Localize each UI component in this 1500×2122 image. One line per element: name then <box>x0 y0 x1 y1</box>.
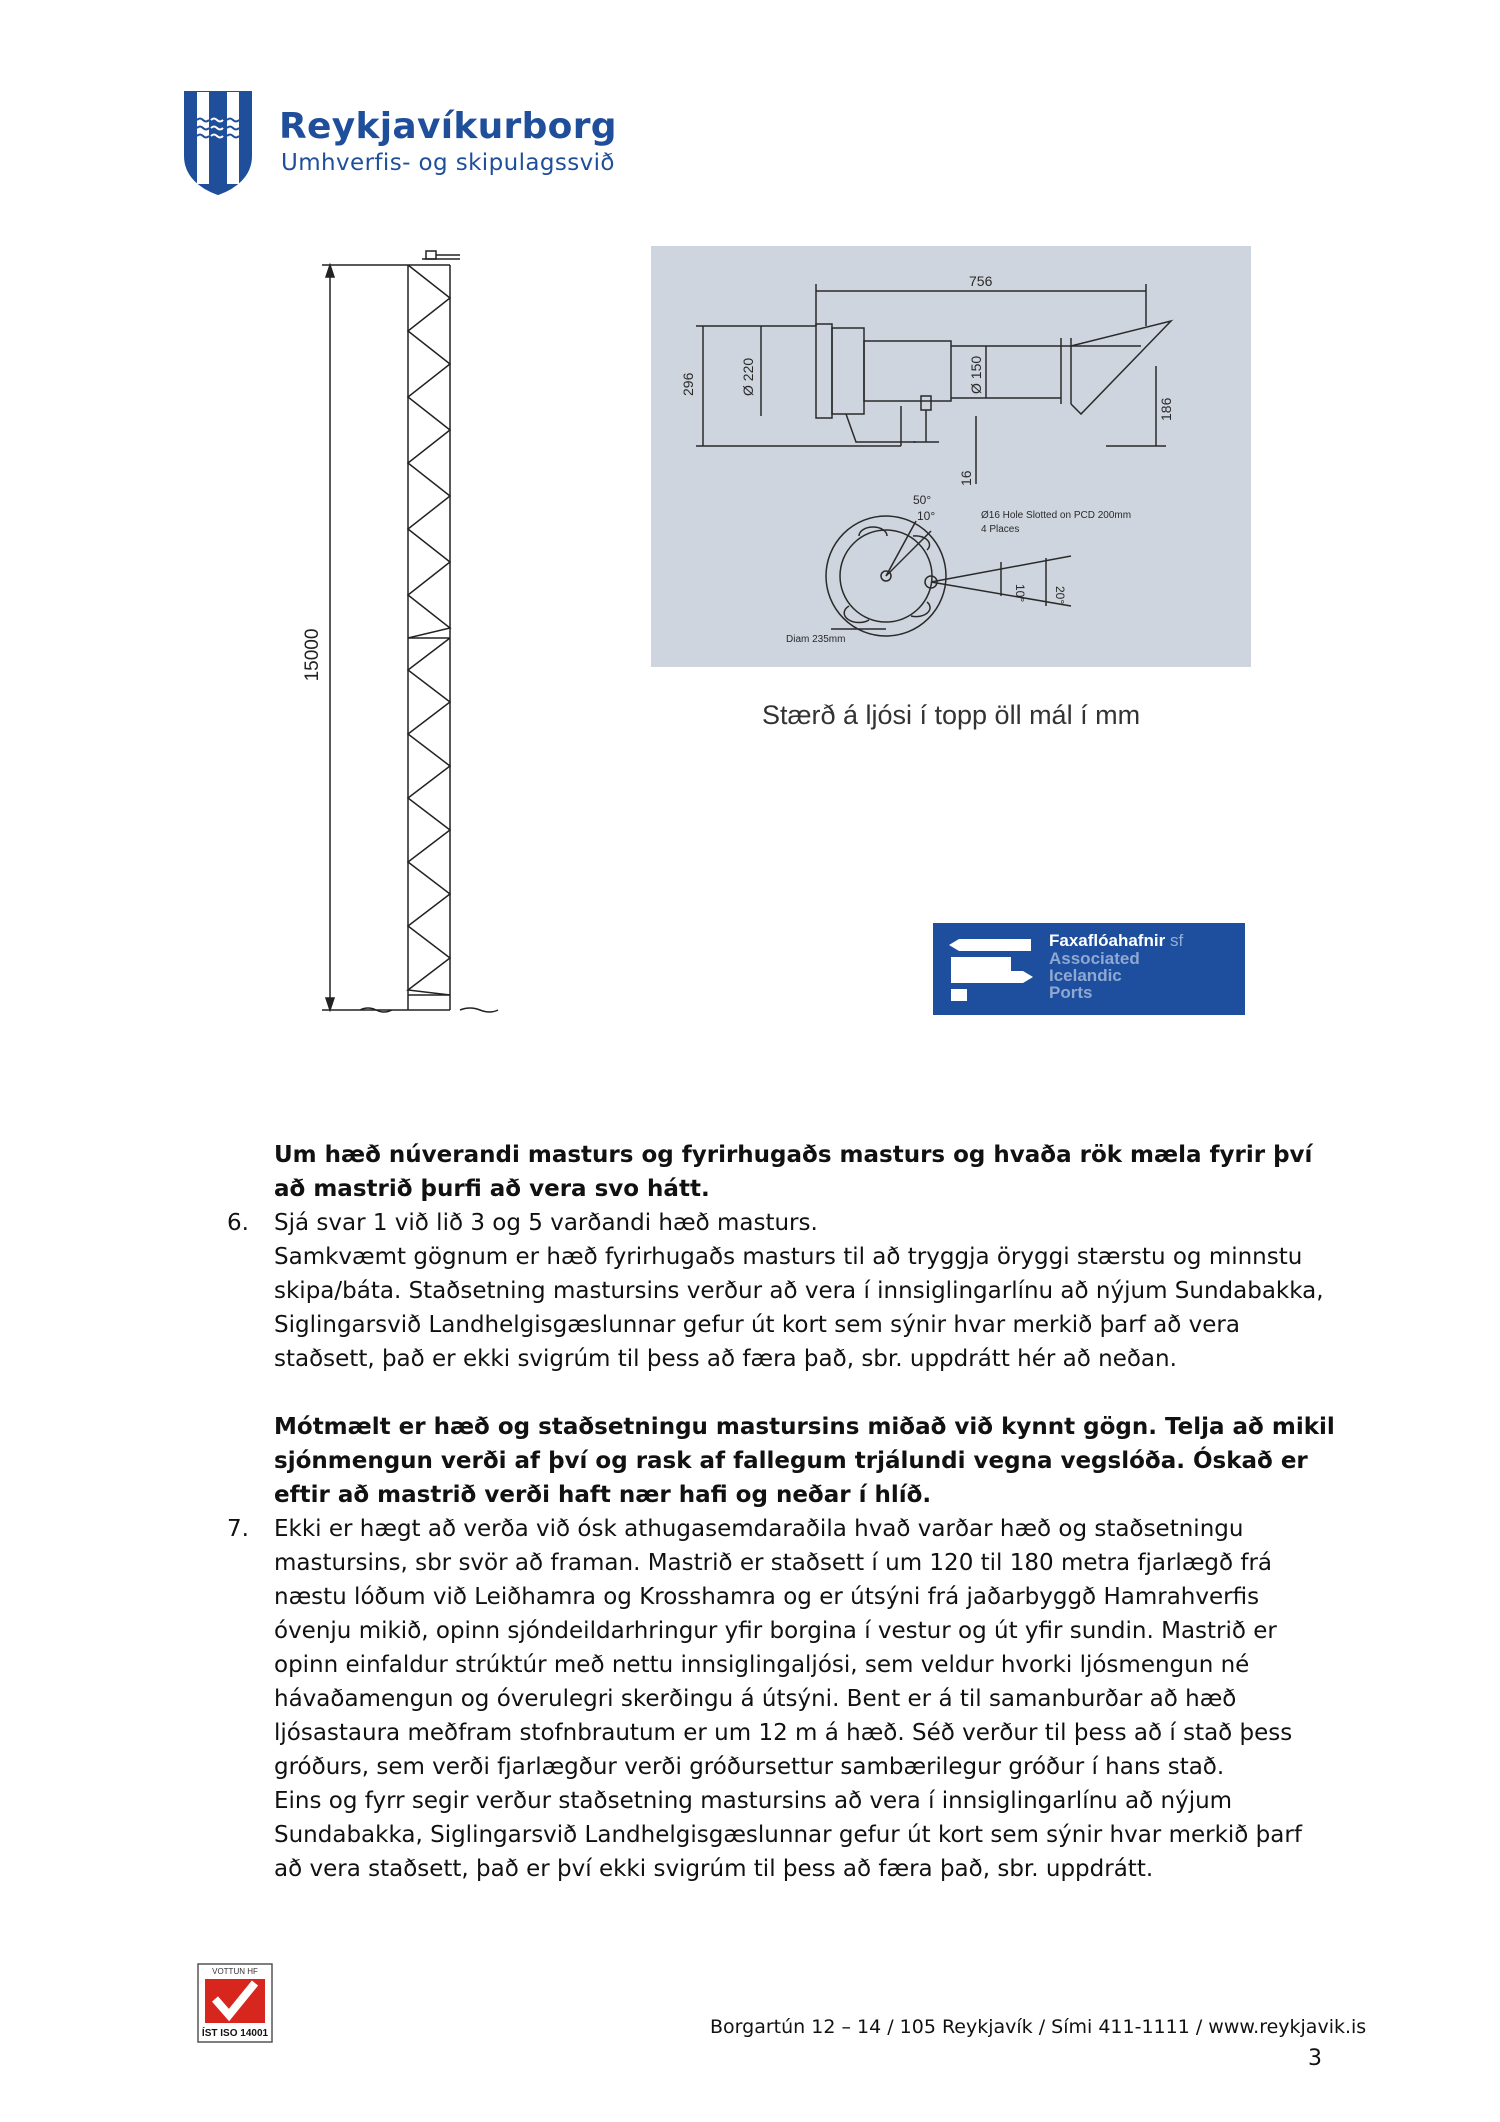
mast-drawing <box>300 245 530 1035</box>
iso-bottom-text: ÍST ISO 14001 <box>201 2028 269 2039</box>
partner-line-3: Ports <box>1049 983 1093 1002</box>
hole-note: Ø16 Hole Slotted on PCD 200mm <box>981 510 1132 521</box>
department-name: Umhverfis- og skipulagssvið <box>281 150 615 176</box>
document-body <box>227 1138 1337 1886</box>
diam-note: Diam 235mm <box>786 634 846 645</box>
item-6-number: 6. <box>227 1210 249 1236</box>
question-7-heading: Mótmælt er hæð og staðsetningu mastursins miðað við kynnt gögn. Telja að mikil sjónmengun verði af því og rask af fallegum trjálundi vegna vegslóða. Óskað er eftir að mastrið verði haft nær hafi og neðar í hlíð. <box>274 1414 1335 1508</box>
page-number: 3 <box>1308 2046 1322 2071</box>
question-6-heading: Um hæð núverandi masturs og fyrirhugaðs masturs og hvaða rök mæla fyrir því að mastrið þurfi að vera svo hátt. <box>274 1142 1313 1202</box>
iso-certification-badge <box>197 1963 273 2043</box>
signpost-icon <box>947 935 1037 1005</box>
places-note: 4 Places <box>981 524 1020 535</box>
mast-height-label: 15000 <box>302 628 323 682</box>
dim-right: 186 <box>1158 397 1174 421</box>
dim-height: 296 <box>680 372 696 396</box>
header-logo <box>183 90 623 200</box>
iso-top-text: VOTTUN HF <box>212 1967 258 1976</box>
paragraph-gap <box>227 1376 1337 1410</box>
org-name: Reykjavíkurborg <box>279 106 617 147</box>
dim-diameter-tube: Ø 150 <box>968 355 984 394</box>
lamp-caption: Stærð á ljósi í topp öll mál í mm <box>761 700 1141 730</box>
angle-c: 10° <box>1013 584 1027 603</box>
item-6 <box>227 1206 1337 1376</box>
footer-address: Borgartún 12 – 14 / 105 Reykjavík / Sími 411-1111 / www.reykjavik.is <box>710 2016 1367 2038</box>
item-7-body: Ekki er hægt að verða við ósk athugasemdaraðila hvað varðar hæð og staðsetningu mastursins, sbr svör að framan. Mastrið er staðsett í um 120 til 180 metra fjarlægð frá næstu lóðum við Leiðhamra og Krosshamra og er útsýni frá jaðarbyggð Hamrahverfis óvenju mikið, opinn sjóndeildarhringur yfir borgina í vestur og út yfir sundin. Mastrið er opinn einfaldur strúktúr með nettu innsiglingaljósi, sem veldur hvorki ljósmengun né hávaðamengun og óverulegri skerðingu á útsýni. Bent er á til samanburðar að hæð ljósastaura meðfram stofnbrautum er um 12 m á hæð. Séð verður til þess að í stað þess gróðurs, sem verði fjarlægður verði gróðursettur sambærilegur gróður í hans stað. <box>274 1516 1293 1780</box>
dim-diameter-body: Ø 220 <box>740 357 756 396</box>
partner-line-1: Associated <box>1049 949 1140 968</box>
partner-name: Faxaflóahafnir sf <box>1049 931 1184 950</box>
item-6-body: Samkvæmt gögnum er hæð fyrirhugaðs masturs til að tryggja öryggi stærstu og minnstu skipa/báta. Staðsetning mastursins verður að vera í innsiglingarlínu að nýjum Sundabakka, Siglingarsvið Landhelgisgæslunnar gefur út kort sem sýnir hvar merkið þarf að vera staðsett, það er ekki svigrúm til þess að færa það, sbr. uppdrátt hér að neðan. <box>274 1244 1324 1372</box>
iso-check-icon <box>197 1963 273 2043</box>
angle-b: 10° <box>917 509 936 523</box>
item-6-first-line: Sjá svar 1 við lið 3 og 5 varðandi hæð masturs. <box>274 1210 818 1236</box>
item-7 <box>227 1512 1337 1886</box>
partner-logo <box>933 923 1245 1015</box>
item-7-body-2: Eins og fyrr segir verður staðsetning mastursins að vera í innsiglingarlínu að nýjum Sundabakka, Siglingarsvið Landhelgisgæslunnar gefur út kort sem sýnir hvar merkið þarf að vera staðsett, það er því ekki svigrúm til þess að færa það, sbr. uppdrátt. <box>274 1788 1302 1882</box>
dim-base: 16 <box>958 470 974 486</box>
lamp-technical-drawing <box>651 246 1251 667</box>
item-7-number: 7. <box>227 1516 249 1542</box>
dim-length: 756 <box>969 273 993 289</box>
partner-line-2: Icelandic <box>1049 966 1122 985</box>
angle-a: 50° <box>913 493 932 507</box>
reykjavik-crest-icon <box>183 90 253 196</box>
angle-d: 20° <box>1053 586 1067 605</box>
